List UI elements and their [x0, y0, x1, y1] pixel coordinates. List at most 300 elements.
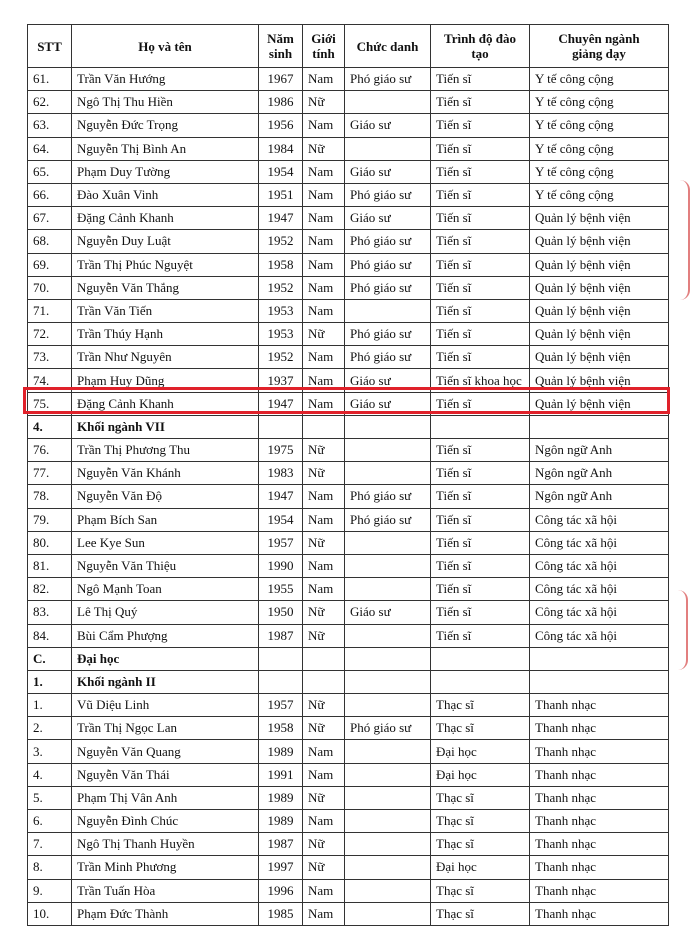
- cell-name: Nguyễn Văn Quang: [72, 740, 259, 763]
- empty-cell: [303, 647, 345, 670]
- cell-title: [345, 856, 431, 879]
- cell-title: Phó giáo sư: [345, 230, 431, 253]
- cell-field: Công tác xã hội: [530, 508, 669, 531]
- cell-year: 1950: [259, 601, 303, 624]
- table-row: [28, 902, 669, 925]
- header-gender: [303, 25, 345, 68]
- cell-name: Trần Như Nguyên: [72, 346, 259, 369]
- cell-year: 1952: [259, 346, 303, 369]
- cell-gender: Nam: [303, 578, 345, 601]
- cell-name: Nguyễn Văn Khánh: [72, 462, 259, 485]
- cell-title: [345, 578, 431, 601]
- cell-stt: 65.: [28, 160, 72, 183]
- cell-field: Thanh nhạc: [530, 902, 669, 925]
- header-name: Họ và tên: [72, 25, 259, 68]
- cell-degree: Tiến sĩ khoa học: [431, 369, 530, 392]
- cell-title: Giáo sư: [345, 207, 431, 230]
- cell-degree: Tiến sĩ: [431, 346, 530, 369]
- staff-table-container: [27, 24, 668, 926]
- header-title: Chức danh: [345, 25, 431, 68]
- section-title: Khối ngành II: [72, 670, 259, 693]
- table-row: [28, 392, 669, 415]
- cell-title: [345, 833, 431, 856]
- table-row: [28, 323, 669, 346]
- cell-year: 1975: [259, 439, 303, 462]
- cell-field: Công tác xã hội: [530, 601, 669, 624]
- cell-degree: Tiến sĩ: [431, 462, 530, 485]
- cell-stt: 71.: [28, 299, 72, 322]
- cell-stt: 70.: [28, 276, 72, 299]
- cell-name: Phạm Bích San: [72, 508, 259, 531]
- cell-gender: Nam: [303, 369, 345, 392]
- cell-year: 1991: [259, 763, 303, 786]
- cell-title: [345, 299, 431, 322]
- table-row: [28, 183, 669, 206]
- cell-stt: 4.: [28, 763, 72, 786]
- cell-field: Thanh nhạc: [530, 694, 669, 717]
- empty-cell: [345, 415, 431, 438]
- cell-year: 1954: [259, 160, 303, 183]
- table-row: [28, 114, 669, 137]
- cell-field: Công tác xã hội: [530, 554, 669, 577]
- cell-name: Trần Văn Tiến: [72, 299, 259, 322]
- cell-field: Thanh nhạc: [530, 856, 669, 879]
- cell-year: 1952: [259, 230, 303, 253]
- section-number: C.: [28, 647, 72, 670]
- cell-title: Phó giáo sư: [345, 68, 431, 91]
- cell-gender: Nữ: [303, 91, 345, 114]
- section-title: Khối ngành VII: [72, 415, 259, 438]
- table-row: [28, 276, 669, 299]
- cell-year: 1984: [259, 137, 303, 160]
- cell-gender: Nam: [303, 253, 345, 276]
- cell-degree: Tiến sĩ: [431, 508, 530, 531]
- cell-title: [345, 531, 431, 554]
- cell-title: [345, 763, 431, 786]
- cell-year: 1983: [259, 462, 303, 485]
- cell-title: [345, 694, 431, 717]
- cell-field: Thanh nhạc: [530, 810, 669, 833]
- cell-degree: Đại học: [431, 856, 530, 879]
- cell-degree: Tiến sĩ: [431, 91, 530, 114]
- cell-gender: Nữ: [303, 833, 345, 856]
- header-degree-line2: tạo: [471, 46, 489, 61]
- cell-degree: Tiến sĩ: [431, 137, 530, 160]
- cell-field: Quản lý bệnh viện: [530, 369, 669, 392]
- cell-degree: Tiến sĩ: [431, 160, 530, 183]
- cell-gender: Nam: [303, 740, 345, 763]
- cell-name: Trần Tuấn Hòa: [72, 879, 259, 902]
- cell-stt: 79.: [28, 508, 72, 531]
- table-row: [28, 91, 669, 114]
- cell-stt: 66.: [28, 183, 72, 206]
- cell-stt: 72.: [28, 323, 72, 346]
- table-row: [28, 531, 669, 554]
- cell-gender: Nam: [303, 114, 345, 137]
- cell-title: Phó giáo sư: [345, 253, 431, 276]
- cell-name: Nguyễn Văn Thắng: [72, 276, 259, 299]
- table-row: [28, 299, 669, 322]
- empty-cell: [259, 670, 303, 693]
- cell-name: Nguyễn Văn Thiệu: [72, 554, 259, 577]
- table-row: [28, 462, 669, 485]
- cell-title: [345, 439, 431, 462]
- cell-field: Thanh nhạc: [530, 717, 669, 740]
- cell-year: 1997: [259, 856, 303, 879]
- cell-degree: Tiến sĩ: [431, 578, 530, 601]
- cell-title: Giáo sư: [345, 160, 431, 183]
- cell-title: [345, 462, 431, 485]
- cell-gender: Nữ: [303, 786, 345, 809]
- cell-year: 1987: [259, 624, 303, 647]
- cell-degree: Thạc sĩ: [431, 902, 530, 925]
- cell-year: 1957: [259, 694, 303, 717]
- cell-year: 1989: [259, 810, 303, 833]
- cell-degree: Thạc sĩ: [431, 786, 530, 809]
- table-row: [28, 624, 669, 647]
- header-row: [28, 25, 669, 68]
- cell-year: 1947: [259, 207, 303, 230]
- cell-stt: 82.: [28, 578, 72, 601]
- cell-stt: 73.: [28, 346, 72, 369]
- cell-degree: Thạc sĩ: [431, 879, 530, 902]
- cell-field: Công tác xã hội: [530, 531, 669, 554]
- cell-gender: Nam: [303, 508, 345, 531]
- cell-year: 1989: [259, 786, 303, 809]
- cell-gender: Nữ: [303, 531, 345, 554]
- cell-stt: 74.: [28, 369, 72, 392]
- cell-gender: Nữ: [303, 137, 345, 160]
- table-row: [28, 833, 669, 856]
- cell-name: Đặng Cảnh Khanh: [72, 207, 259, 230]
- cell-degree: Tiến sĩ: [431, 624, 530, 647]
- cell-gender: Nam: [303, 485, 345, 508]
- cell-degree: Tiến sĩ: [431, 601, 530, 624]
- cell-stt: 61.: [28, 68, 72, 91]
- cell-year: 1947: [259, 392, 303, 415]
- cell-stt: 7.: [28, 833, 72, 856]
- empty-cell: [259, 415, 303, 438]
- cell-field: Thanh nhạc: [530, 763, 669, 786]
- cell-title: Phó giáo sư: [345, 717, 431, 740]
- cell-year: 1955: [259, 578, 303, 601]
- cell-gender: Nam: [303, 346, 345, 369]
- cell-name: Ngô Thị Thu Hiền: [72, 91, 259, 114]
- cell-title: Phó giáo sư: [345, 276, 431, 299]
- cell-gender: Nam: [303, 879, 345, 902]
- cell-name: Nguyễn Đức Trọng: [72, 114, 259, 137]
- cell-name: Phạm Huy Dũng: [72, 369, 259, 392]
- table-row: [28, 230, 669, 253]
- cell-stt: 84.: [28, 624, 72, 647]
- cell-stt: 1.: [28, 694, 72, 717]
- cell-gender: Nữ: [303, 439, 345, 462]
- cell-name: Phạm Thị Vân Anh: [72, 786, 259, 809]
- cell-title: [345, 137, 431, 160]
- cell-stt: 67.: [28, 207, 72, 230]
- table-row: [28, 856, 669, 879]
- cell-stt: 6.: [28, 810, 72, 833]
- empty-cell: [259, 647, 303, 670]
- header-degree: [431, 25, 530, 68]
- cell-year: 1957: [259, 531, 303, 554]
- section-number: 4.: [28, 415, 72, 438]
- cell-year: 1947: [259, 485, 303, 508]
- cell-degree: Tiến sĩ: [431, 207, 530, 230]
- section-number: 1.: [28, 670, 72, 693]
- cell-title: Giáo sư: [345, 114, 431, 137]
- cell-name: Phạm Duy Tường: [72, 160, 259, 183]
- cell-gender: Nữ: [303, 624, 345, 647]
- cell-title: [345, 879, 431, 902]
- table-row: [28, 601, 669, 624]
- cell-name: Trần Thúy Hạnh: [72, 323, 259, 346]
- cell-year: 1987: [259, 833, 303, 856]
- cell-field: Quản lý bệnh viện: [530, 276, 669, 299]
- cell-gender: Nam: [303, 183, 345, 206]
- cell-gender: Nam: [303, 763, 345, 786]
- table-row: [28, 810, 669, 833]
- table-row: [28, 439, 669, 462]
- cell-gender: Nữ: [303, 856, 345, 879]
- cell-stt: 69.: [28, 253, 72, 276]
- table-row: [28, 137, 669, 160]
- cell-stt: 83.: [28, 601, 72, 624]
- cell-field: Quản lý bệnh viện: [530, 253, 669, 276]
- cell-year: 1953: [259, 323, 303, 346]
- cell-name: Ngô Thị Thanh Huyền: [72, 833, 259, 856]
- cell-name: Đào Xuân Vinh: [72, 183, 259, 206]
- cell-field: Ngôn ngữ Anh: [530, 462, 669, 485]
- cell-field: Ngôn ngữ Anh: [530, 439, 669, 462]
- cell-name: Đặng Cảnh Khanh: [72, 392, 259, 415]
- cell-field: Quản lý bệnh viện: [530, 392, 669, 415]
- cell-stt: 3.: [28, 740, 72, 763]
- cell-title: Giáo sư: [345, 392, 431, 415]
- cell-title: Giáo sư: [345, 601, 431, 624]
- cell-field: Y tế công cộng: [530, 114, 669, 137]
- header-year-line1: Năm: [267, 31, 294, 46]
- table-row: [28, 554, 669, 577]
- cell-gender: Nam: [303, 68, 345, 91]
- cell-year: 1990: [259, 554, 303, 577]
- table-row: [28, 694, 669, 717]
- empty-cell: [530, 415, 669, 438]
- cell-degree: Tiến sĩ: [431, 68, 530, 91]
- cell-degree: Tiến sĩ: [431, 299, 530, 322]
- cell-year: 1956: [259, 114, 303, 137]
- cell-gender: Nam: [303, 902, 345, 925]
- cell-title: [345, 740, 431, 763]
- table-row: [28, 879, 669, 902]
- cell-degree: Tiến sĩ: [431, 554, 530, 577]
- cell-field: Thanh nhạc: [530, 879, 669, 902]
- cell-title: Phó giáo sư: [345, 485, 431, 508]
- cell-degree: Tiến sĩ: [431, 114, 530, 137]
- cell-field: Quản lý bệnh viện: [530, 207, 669, 230]
- margin-annotation-mark: [676, 590, 688, 670]
- cell-degree: Thạc sĩ: [431, 694, 530, 717]
- cell-field: Quản lý bệnh viện: [530, 299, 669, 322]
- section-title: Đại học: [72, 647, 259, 670]
- cell-name: Phạm Đức Thành: [72, 902, 259, 925]
- margin-annotation-mark: [678, 180, 690, 300]
- cell-gender: Nữ: [303, 601, 345, 624]
- cell-degree: Thạc sĩ: [431, 833, 530, 856]
- cell-field: Thanh nhạc: [530, 833, 669, 856]
- cell-field: Quản lý bệnh viện: [530, 323, 669, 346]
- cell-title: Phó giáo sư: [345, 183, 431, 206]
- cell-degree: Tiến sĩ: [431, 485, 530, 508]
- cell-stt: 75.: [28, 392, 72, 415]
- section-row: [28, 647, 669, 670]
- cell-name: Nguyễn Đình Chúc: [72, 810, 259, 833]
- cell-title: Giáo sư: [345, 369, 431, 392]
- table-row: [28, 578, 669, 601]
- cell-gender: Nữ: [303, 462, 345, 485]
- cell-title: [345, 902, 431, 925]
- cell-stt: 77.: [28, 462, 72, 485]
- cell-stt: 2.: [28, 717, 72, 740]
- cell-gender: Nam: [303, 276, 345, 299]
- cell-year: 1953: [259, 299, 303, 322]
- cell-field: Y tế công cộng: [530, 68, 669, 91]
- cell-title: [345, 810, 431, 833]
- cell-name: Trần Văn Hướng: [72, 68, 259, 91]
- staff-table: [27, 24, 669, 926]
- cell-gender: Nam: [303, 160, 345, 183]
- header-stt: STT: [28, 25, 72, 68]
- table-row: [28, 207, 669, 230]
- cell-year: 1967: [259, 68, 303, 91]
- cell-degree: Tiến sĩ: [431, 323, 530, 346]
- empty-cell: [303, 670, 345, 693]
- cell-gender: Nữ: [303, 717, 345, 740]
- cell-field: Y tế công cộng: [530, 91, 669, 114]
- cell-title: Phó giáo sư: [345, 323, 431, 346]
- header-field-line1: Chuyên ngành: [558, 31, 640, 46]
- header-gender-line2: tính: [312, 46, 335, 61]
- header-field: [530, 25, 669, 68]
- cell-stt: 10.: [28, 902, 72, 925]
- table-row: [28, 740, 669, 763]
- section-row: [28, 415, 669, 438]
- cell-stt: 63.: [28, 114, 72, 137]
- cell-degree: Tiến sĩ: [431, 253, 530, 276]
- cell-title: [345, 554, 431, 577]
- cell-stt: 76.: [28, 439, 72, 462]
- cell-name: Bùi Cẩm Phượng: [72, 624, 259, 647]
- cell-degree: Tiến sĩ: [431, 392, 530, 415]
- cell-degree: Tiến sĩ: [431, 230, 530, 253]
- cell-name: Trần Thị Phương Thu: [72, 439, 259, 462]
- cell-name: Nguyễn Văn Độ: [72, 485, 259, 508]
- cell-field: Y tế công cộng: [530, 137, 669, 160]
- table-row: [28, 717, 669, 740]
- cell-field: Y tế công cộng: [530, 160, 669, 183]
- cell-year: 1937: [259, 369, 303, 392]
- cell-name: Lê Thị Quý: [72, 601, 259, 624]
- cell-field: Công tác xã hội: [530, 578, 669, 601]
- table-row: [28, 369, 669, 392]
- cell-name: Lee Kye Sun: [72, 531, 259, 554]
- cell-field: Ngôn ngữ Anh: [530, 485, 669, 508]
- cell-year: 1989: [259, 740, 303, 763]
- table-body: [28, 68, 669, 926]
- empty-cell: [345, 647, 431, 670]
- cell-field: Quản lý bệnh viện: [530, 230, 669, 253]
- cell-gender: Nam: [303, 207, 345, 230]
- header-field-line2: giảng dạy: [572, 46, 626, 61]
- cell-stt: 9.: [28, 879, 72, 902]
- empty-cell: [303, 415, 345, 438]
- empty-cell: [530, 670, 669, 693]
- cell-field: Y tế công cộng: [530, 183, 669, 206]
- cell-stt: 8.: [28, 856, 72, 879]
- cell-gender: Nam: [303, 230, 345, 253]
- cell-field: Thanh nhạc: [530, 786, 669, 809]
- cell-year: 1954: [259, 508, 303, 531]
- cell-gender: Nữ: [303, 323, 345, 346]
- cell-stt: 64.: [28, 137, 72, 160]
- header-year: [259, 25, 303, 68]
- cell-stt: 78.: [28, 485, 72, 508]
- table-row: [28, 763, 669, 786]
- cell-year: 1985: [259, 902, 303, 925]
- cell-field: Công tác xã hội: [530, 624, 669, 647]
- table-row: [28, 786, 669, 809]
- cell-name: Ngô Mạnh Toan: [72, 578, 259, 601]
- cell-degree: Tiến sĩ: [431, 183, 530, 206]
- cell-name: Nguyễn Duy Luật: [72, 230, 259, 253]
- cell-name: Trần Thị Phúc Nguyệt: [72, 253, 259, 276]
- empty-cell: [345, 670, 431, 693]
- cell-field: Quản lý bệnh viện: [530, 346, 669, 369]
- cell-stt: 62.: [28, 91, 72, 114]
- cell-title: [345, 624, 431, 647]
- cell-degree: Tiến sĩ: [431, 531, 530, 554]
- cell-title: Phó giáo sư: [345, 508, 431, 531]
- cell-title: Phó giáo sư: [345, 346, 431, 369]
- cell-stt: 68.: [28, 230, 72, 253]
- cell-title: [345, 786, 431, 809]
- header-degree-line1: Trình độ đào: [443, 31, 516, 46]
- cell-gender: Nữ: [303, 694, 345, 717]
- cell-gender: Nam: [303, 554, 345, 577]
- table-row: [28, 508, 669, 531]
- cell-stt: 81.: [28, 554, 72, 577]
- cell-degree: Thạc sĩ: [431, 717, 530, 740]
- empty-cell: [431, 670, 530, 693]
- table-row: [28, 160, 669, 183]
- cell-degree: Đại học: [431, 740, 530, 763]
- cell-stt: 80.: [28, 531, 72, 554]
- header-gender-line1: Giới: [311, 31, 336, 46]
- cell-name: Trần Minh Phương: [72, 856, 259, 879]
- cell-gender: Nam: [303, 392, 345, 415]
- cell-year: 1996: [259, 879, 303, 902]
- cell-gender: Nam: [303, 810, 345, 833]
- cell-degree: Đại học: [431, 763, 530, 786]
- cell-name: Nguyễn Thị Bình An: [72, 137, 259, 160]
- cell-name: Nguyễn Văn Thái: [72, 763, 259, 786]
- table-row: [28, 346, 669, 369]
- cell-year: 1952: [259, 276, 303, 299]
- cell-year: 1986: [259, 91, 303, 114]
- table-row: [28, 485, 669, 508]
- cell-field: Thanh nhạc: [530, 740, 669, 763]
- header-year-line2: sinh: [268, 46, 293, 61]
